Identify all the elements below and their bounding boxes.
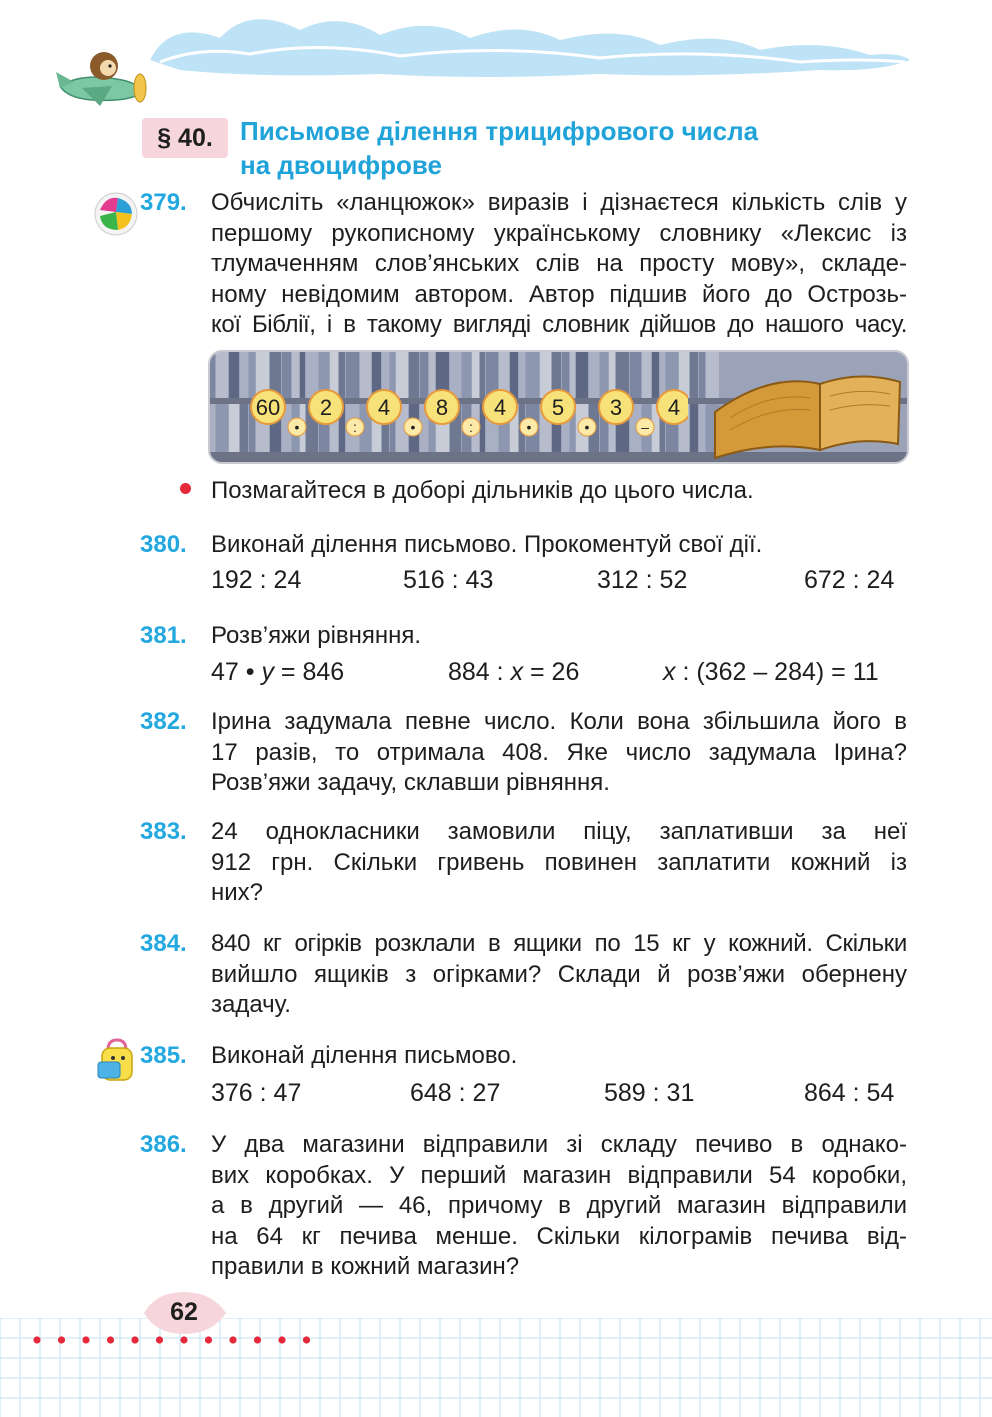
text-line: Розв’яжи задачу, склавши рівняння.	[211, 769, 610, 796]
expression: 864 : 54	[804, 1079, 895, 1107]
expression: 589 : 31	[604, 1079, 695, 1107]
chain-operator: :	[469, 419, 473, 435]
section-number-badge: § 40.	[142, 118, 228, 158]
text-line: них?	[211, 879, 264, 906]
chain-number: 60	[255, 395, 281, 420]
text-line: кої Біблії, і в такому вигляді словник дійшов до нашого часу.	[211, 311, 907, 338]
section-title-line: на двоцифрове	[240, 150, 442, 180]
exercise-383-text	[211, 817, 907, 909]
exercise-number: 381.	[140, 622, 187, 649]
text-line: на 64 кг печива менше. Скільки кілограмів печива від-	[211, 1222, 907, 1250]
text-line: 17 разів, то отримала 408. Яке число задумала Ірина?	[211, 738, 907, 766]
text-line: 840 кг огірків розклали в ящики по 15 кг у кожний. Скільки	[211, 930, 907, 957]
exercise-number: 383.	[140, 818, 187, 845]
chain-operator: •	[584, 419, 590, 435]
chain-operator: •	[410, 419, 416, 435]
expression: 516 : 43	[403, 566, 494, 594]
text-line: вих коробках. У перший магазин відправили 54 коробки,	[211, 1161, 907, 1189]
exercise-number: 382.	[140, 708, 187, 735]
section-title	[240, 114, 940, 182]
exercise-386-text	[211, 1130, 907, 1283]
chain-operator: –	[641, 419, 649, 435]
expression: 376 : 47	[211, 1079, 302, 1107]
text-line: а в другий — 46, причому в другий магазин відправили	[211, 1192, 907, 1219]
exercise-number: 379.	[140, 189, 187, 216]
chain-number: 4	[667, 395, 681, 420]
equation: х : (362 – 284) = 11	[663, 658, 879, 686]
text-line: Ірина задумала певне число. Коли вона збільшила його в	[211, 708, 907, 735]
exercise-number: 384.	[140, 930, 187, 957]
puzzle-icon	[92, 190, 140, 238]
text-line: правили в кожний магазин?	[211, 1253, 520, 1280]
chain-number: 8	[435, 395, 449, 420]
text-line: Обчисліть «ланцюжок» виразів і дізнаєтеся кількість слів у	[211, 189, 907, 216]
backpack-icon	[94, 1038, 140, 1084]
exercise-380-text: Виконай ділення письмово. Прокоментуй свої дії.	[211, 531, 763, 558]
chain-operator: •	[526, 419, 532, 435]
chain-operator: :	[353, 419, 357, 435]
text-line: 912 грн. Скільки гривень повинен заплатити кожний із	[211, 848, 907, 876]
exercise-384-text	[211, 929, 907, 1021]
exercise-385-text: Виконай ділення письмово.	[211, 1042, 518, 1069]
exercise-382-text	[211, 707, 907, 799]
text-line: У два магазини відправили зі складу печиво в однако-	[211, 1131, 907, 1158]
section-title-line: Письмове ділення трицифрового числа	[240, 116, 759, 146]
expressions-row	[211, 1078, 907, 1108]
text-line: 24 однокласники замовили піцу, заплативши за неї	[211, 818, 907, 845]
text-line: ному невідомим автором. Автор підшив його до Острозь-	[211, 280, 907, 308]
chain-operator: •	[294, 419, 300, 435]
chain-number: 3	[609, 395, 623, 420]
text-line: першому рукописному українському словнику «Лексис із	[211, 219, 907, 247]
chain-number: 5	[551, 395, 565, 420]
exercise-number: 386.	[140, 1131, 187, 1158]
page-number: 62	[170, 1298, 198, 1326]
chain-number: 4	[377, 395, 391, 420]
expressions-row	[211, 565, 907, 595]
expression: 312 : 52	[597, 566, 688, 594]
chain-number: 2	[319, 395, 333, 420]
text-line: тлумаченням слов’янських слів на просту мову», складе-	[211, 250, 907, 277]
equation: 47 • у = 846	[211, 658, 345, 686]
expression: 192 : 24	[211, 566, 302, 594]
text-line: вийшло ящиків з огірками? Склади й розв’яжи обернену	[211, 960, 907, 988]
equations-row	[211, 657, 907, 687]
equation: 884 : х = 26	[448, 658, 580, 686]
chain-number: 4	[493, 395, 507, 420]
red-bullet	[180, 483, 191, 494]
exercise-379-text	[211, 188, 907, 341]
exercise-number: 380.	[140, 531, 187, 558]
bullet-text: Позмагайтеся в доборі дільників до цього числа.	[211, 477, 754, 504]
expression: 672 : 24	[804, 566, 895, 594]
hedgehog-plane-illustration	[52, 42, 152, 112]
expression: 648 : 27	[410, 1079, 501, 1107]
expression-chain	[248, 389, 688, 439]
exercise-381-text: Розв’яжи рівняння.	[211, 622, 422, 649]
text-line: задачу.	[211, 991, 291, 1018]
exercise-number: 385.	[140, 1042, 187, 1069]
